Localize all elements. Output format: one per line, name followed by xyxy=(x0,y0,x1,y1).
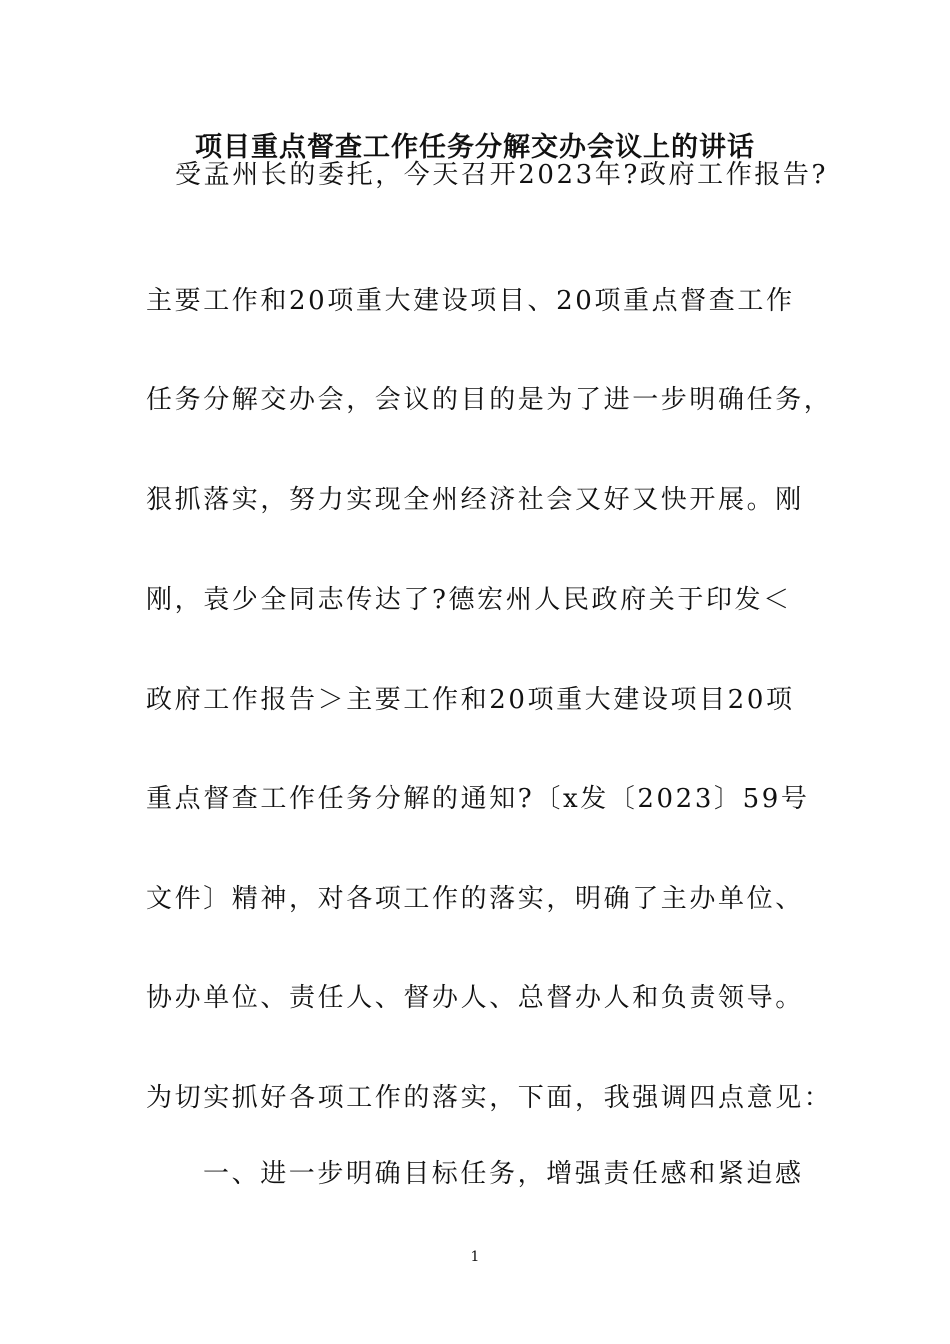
page-number: 1 xyxy=(470,1249,480,1265)
paragraph-line: 任务分解交办会，会议的目的是为了进一步明确任务， xyxy=(146,385,833,415)
section-heading: 一、进一步明确目标任务，增强责任感和紧迫感 xyxy=(203,1159,804,1189)
paragraph-line: 受孟州长的委托，今天召开2023年?政府工作报告? xyxy=(175,160,829,190)
paragraph-line: 刚，袁少全同志传达了?德宏州人民政府关于印发＜ xyxy=(146,585,792,615)
paragraph-line: 文件〕精神，对各项工作的落实，明确了主办单位、 xyxy=(146,884,804,914)
document-title: 项目重点督查工作任务分解交办会议上的讲话 xyxy=(195,132,755,163)
paragraph-line: 重点督查工作任务分解的通知?〔x发〔2023〕59号 xyxy=(146,784,810,814)
paragraph-line: 协办单位、责任人、督办人、总督办人和负责领导。 xyxy=(146,983,804,1013)
paragraph-line: 狠抓落实，努力实现全州经济社会又好又快开展。刚 xyxy=(146,485,804,515)
paragraph-line: 政府工作报告＞主要工作和20项重大建设项目20项 xyxy=(146,685,795,715)
paragraph-line: 为切实抓好各项工作的落实，下面，我强调四点意见： xyxy=(146,1083,833,1113)
paragraph-line: 主要工作和20项重大建设项目、20项重点督查工作 xyxy=(146,286,795,316)
